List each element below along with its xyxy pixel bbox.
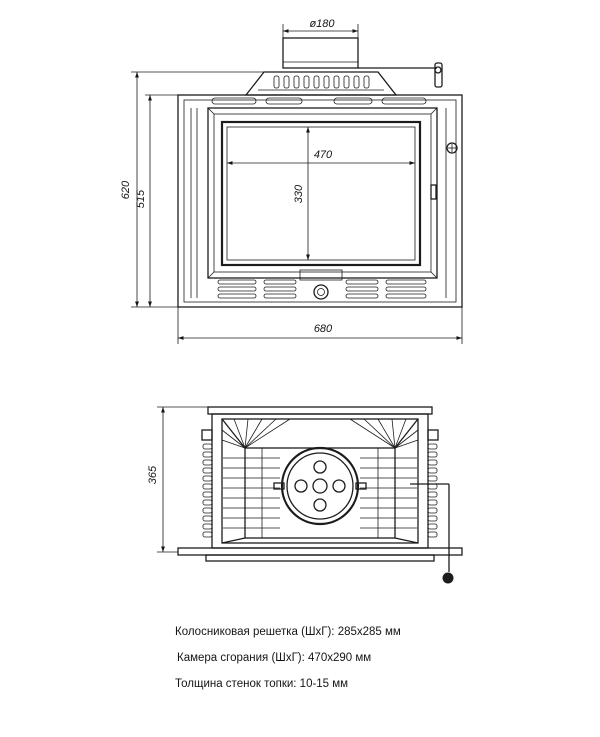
right-rib — [428, 468, 437, 473]
bottom-grill-slot — [264, 280, 296, 284]
left-bracket — [202, 430, 212, 440]
top-grill — [212, 98, 426, 104]
left-rib — [203, 532, 212, 537]
grate-ring-inner — [287, 453, 353, 519]
brick-fan-line-left — [245, 419, 276, 448]
left-rib — [203, 500, 212, 505]
door-hinge — [431, 185, 436, 199]
hood-slat — [334, 76, 339, 88]
ash-door-knob — [314, 285, 328, 299]
spec-wall-thickness: Толщина стенок топки: 10-15 мм — [175, 678, 349, 690]
width-label: 680 — [313, 323, 333, 335]
total-height-label: 620 — [120, 180, 132, 200]
right-rib — [428, 500, 437, 505]
firebox-corner-br — [395, 538, 418, 543]
grate-hole-right — [333, 480, 345, 492]
bottom-grill-slot — [264, 287, 296, 291]
glass-frame — [222, 122, 420, 265]
glass-height-label: 330 — [293, 184, 305, 204]
left-rib — [203, 476, 212, 481]
left-rib — [203, 468, 212, 473]
hood-slat — [364, 76, 369, 88]
glass-pane — [227, 127, 415, 260]
bottom-grill-slot — [218, 287, 256, 291]
door-bevel-corner-tr — [431, 108, 437, 114]
brick-fan-line-right — [364, 419, 395, 448]
right-rib — [428, 492, 437, 497]
right-rib — [428, 476, 437, 481]
bottom-grill-slot — [218, 280, 256, 284]
flue-collar — [283, 38, 358, 68]
bottom-grill-slot — [386, 294, 426, 298]
bottom-grill-slot — [386, 280, 426, 284]
door-bevel-corner-tl — [208, 108, 214, 114]
regulator-knob — [435, 67, 441, 73]
specifications — [175, 626, 401, 690]
grate-hole-bottom — [314, 499, 326, 511]
bottom-grill-slot — [386, 287, 426, 291]
firebox-corner-bl — [222, 538, 245, 543]
right-rib — [428, 516, 437, 521]
right-rib — [428, 508, 437, 513]
grate-ring-outer — [282, 448, 358, 524]
right-rib — [428, 452, 437, 457]
bottom-grill-slot — [346, 280, 378, 284]
glass-width-label: 470 — [313, 149, 333, 161]
hood-slat — [294, 76, 299, 88]
grate-hole-top — [314, 461, 326, 473]
flue-dim-label: ø180 — [309, 18, 335, 30]
top-grill-slot — [382, 98, 426, 104]
hood-slat — [284, 76, 289, 88]
hood — [246, 72, 396, 95]
grate-hole-center — [313, 479, 327, 493]
body-height-label: 515 — [135, 189, 147, 209]
left-rib — [203, 460, 212, 465]
spec-grate-size: Колосниковая решетка (ШхГ): 285х285 мм — [175, 626, 401, 638]
regulator-knob-top-view — [443, 573, 453, 583]
right-rib — [428, 524, 437, 529]
spec-combustion-chamber: Камера сгорания (ШхГ): 470х290 мм — [177, 652, 372, 664]
body-base — [206, 555, 434, 561]
grate-hole-left — [295, 480, 307, 492]
bottom-grill-slot — [218, 294, 256, 298]
hood-slat — [324, 76, 329, 88]
top-grill-slot — [266, 98, 302, 104]
right-rib — [428, 532, 437, 537]
hood-slat — [314, 76, 319, 88]
brick-fan-line-right — [350, 419, 395, 448]
mounting-plate — [178, 548, 462, 555]
left-rib — [203, 484, 212, 489]
right-bracket — [428, 430, 438, 440]
bottom-grill-slot — [346, 294, 378, 298]
right-rib — [428, 460, 437, 465]
depth-label: 365 — [147, 465, 159, 485]
hood-slat — [344, 76, 349, 88]
hood-slat — [274, 76, 279, 88]
door-frame — [208, 108, 437, 278]
bottom-grill-slot — [264, 294, 296, 298]
front-view — [120, 18, 462, 344]
left-rib — [203, 452, 212, 457]
left-rib — [203, 492, 212, 497]
top-view — [147, 407, 462, 583]
brick-fan-line-left — [245, 419, 290, 448]
hood-slat — [354, 76, 359, 88]
body-top-edge — [208, 407, 432, 414]
right-rib — [428, 484, 437, 489]
right-rib — [428, 444, 437, 449]
left-rib — [203, 444, 212, 449]
left-rib — [203, 516, 212, 521]
bottom-grill-slot — [346, 287, 378, 291]
door-frame-bevel — [214, 114, 431, 272]
door-bevel-corner-br — [431, 272, 437, 278]
top-grill-slot — [334, 98, 372, 104]
hood-slats — [274, 76, 369, 88]
ash-door-knob-inner — [318, 289, 325, 296]
left-rib — [203, 524, 212, 529]
door-bevel-corner-bl — [208, 272, 214, 278]
left-rib — [203, 508, 212, 513]
top-grill-slot — [212, 98, 256, 104]
hood-slat — [304, 76, 309, 88]
